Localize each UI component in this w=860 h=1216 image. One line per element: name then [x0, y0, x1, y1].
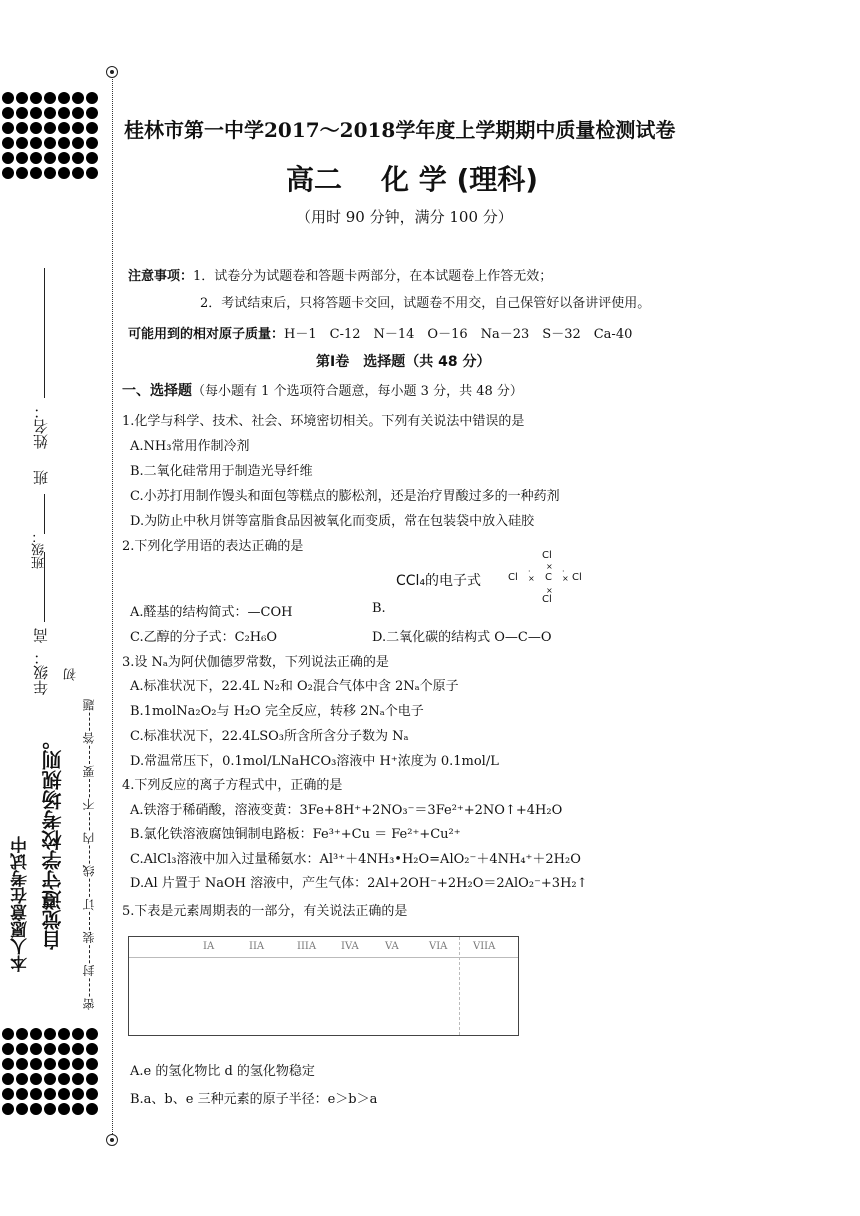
group-viia: VIIA [473, 941, 496, 952]
q3-option-c[interactable]: C.标准状况下，22.4LSO₃所含所含分子数为 Nₐ [130, 729, 409, 744]
dot-pattern-bottom [2, 1028, 100, 1118]
part-heading [122, 380, 523, 400]
class-field[interactable] [44, 494, 46, 534]
q1-stem: 1.化学与科学、技术、社会、环境密切相关。下列有关说法中错误的是 [122, 414, 525, 429]
q4-option-c[interactable]: C.AlCl₃溶液中加入过量稀氨水：Al³⁺＋4NH₃•H₂O=AlO₂⁻＋4NH₄⁺＋2H₂O [130, 852, 581, 867]
notice-item-1 [128, 265, 552, 284]
ccl4-cl-top: Cl [542, 550, 552, 561]
group-va: VA [385, 941, 399, 952]
pledge-line-1: 本人愿意在考试中 [11, 836, 31, 972]
ccl4-c: C [545, 572, 552, 583]
q2-option-b[interactable]: B. [372, 601, 386, 616]
part-label: 一、选择题 [122, 383, 192, 399]
group-iiia: IIIA [297, 941, 317, 952]
q2-option-c[interactable]: C.乙醇的分子式：C₂H₆O [130, 630, 277, 645]
q3-stem: 3.设 Nₐ为阿伏伽德罗常数，下列说法正确的是 [122, 655, 389, 670]
name-label: 姓名： [32, 404, 50, 449]
q4-option-d[interactable]: D.Al 片置于 NaOH 溶液中，产生气体：2Al+2OH⁻+2H₂O＝2AlO₂⁻+3H₂↑ [130, 876, 588, 891]
part-note: （每小题有 1 个选项符合题意，每小题 3 分，共 48 分） [192, 384, 523, 399]
q1-option-b[interactable]: B.二氧化硅常用于制造光导纤维 [130, 464, 313, 479]
exam-time-note: （用时 90 分钟，满分 100 分） [296, 208, 513, 226]
q4-option-b[interactable]: B.氯化铁溶液腐蚀铜制电路板：Fe³⁺+Cu ＝ Fe²⁺+Cu²⁺ [130, 827, 461, 842]
periodic-table-fragment [128, 936, 519, 1036]
q3-option-d[interactable]: D.常温常压下，0.1mol/LNaHCO₃溶液中 H⁺浓度为 0.1mol/L [130, 754, 499, 769]
atomic-mass-label: 可能用到的相对原子质量： [128, 327, 285, 342]
section-title: 第Ⅰ卷 选择题（共 48 分） [316, 354, 491, 370]
q5-stem: 5.下表是元素周期表的一部分，有关说法正确的是 [122, 904, 408, 919]
ccl4-dots-bottom: × [546, 586, 553, 595]
dot-pattern-top [2, 92, 100, 182]
seal-line-text: 密----封----装----订----线----内----不----要----答----题 [82, 698, 96, 1010]
atomic-mass [128, 323, 632, 342]
q2-stem: 2.下列化学用语的表达正确的是 [122, 539, 304, 554]
class-label: 班级： [32, 530, 47, 569]
grade-label: 年级： [32, 650, 50, 695]
q3-option-b[interactable]: B.1molNa₂O₂与 H₂O 完全反应，转移 2Nₐ个电子 [130, 704, 424, 719]
q5-option-a[interactable]: A.e 的氢化物比 d 的氢化物稳定 [130, 1064, 315, 1079]
q3-option-a[interactable]: A.标准状况下，22.4L N₂和 O₂混合气体中含 2Nₐ个原子 [130, 679, 459, 694]
ccl4-dots-left: · × [528, 567, 535, 583]
q2-option-a[interactable]: A.醛基的结构简式：—COH [130, 605, 293, 620]
ccl4-dots-right: · × [562, 567, 569, 583]
ccl4-electron-formula [396, 550, 596, 612]
q4-option-a[interactable]: A.铁溶于稀硝酸，溶液变黄：3Fe+8H⁺+2NO₃⁻＝3Fe²⁺+2NO↑+4H₂O [130, 803, 563, 818]
atomic-mass-values: H－1 C-12 N－14 O－16 Na－23 S－32 Ca-40 [284, 327, 633, 342]
ccl4-cl-right: Cl [572, 572, 582, 583]
group-iva: IVA [341, 941, 359, 952]
ccl4-cl-left: Cl [508, 572, 518, 583]
notice-item-2: 2．考试结束后，只将答题卡交回，试题卷不用交，自己保管好以备讲评使用。 [200, 296, 651, 311]
binding-ring-bottom [106, 1134, 118, 1146]
binding-line [112, 72, 113, 1140]
ccl4-dots-top: × [546, 562, 553, 571]
ccl4-formula-label: CCl₄的电子式 [396, 573, 482, 589]
group-ia: IA [203, 941, 215, 952]
seal-sub-text: 初 [64, 668, 79, 681]
exam-subject: 高二 化 学 (理科) [286, 163, 539, 196]
q4-stem: 4.下列反应的离子方程式中，正确的是 [122, 778, 343, 793]
notice-item-1-text: 1．试卷分为试题卷和答题卡两部分，在本试题卷上作答无效； [193, 269, 553, 284]
q5-option-b[interactable]: B.a、b、e 三种元素的原子半径：e＞b＞a [130, 1092, 378, 1107]
name-field[interactable] [44, 268, 46, 398]
q1-option-d[interactable]: D.为防止中秋月饼等富脂食品因被氧化而变质，常在包装袋中放入硅胶 [130, 514, 535, 529]
class-suffix: 班 [32, 470, 50, 485]
q1-option-a[interactable]: A.NH₃常用作制冷剂 [130, 439, 250, 454]
q1-option-c[interactable]: C.小苏打用制作馒头和面包等糕点的膨松剂，还是治疗胃酸过多的一种药剂 [130, 489, 560, 504]
ccl4-cl-bottom: Cl [542, 594, 552, 605]
notice-label: 注意事项： [128, 269, 194, 284]
q2-option-d[interactable]: D.二氧化碳的结构式 O—C—O [372, 630, 552, 645]
grade-value: 高 [32, 628, 50, 643]
exam-title: 桂林市第一中学2017～2018学年度上学期期中质量检测试卷 [124, 118, 676, 142]
pledge-line-2: 自觉遵守学校考场规则。 [41, 730, 65, 950]
group-via: VIA [429, 941, 448, 952]
group-iia: IIA [249, 941, 265, 952]
binding-ring-top [106, 66, 118, 78]
